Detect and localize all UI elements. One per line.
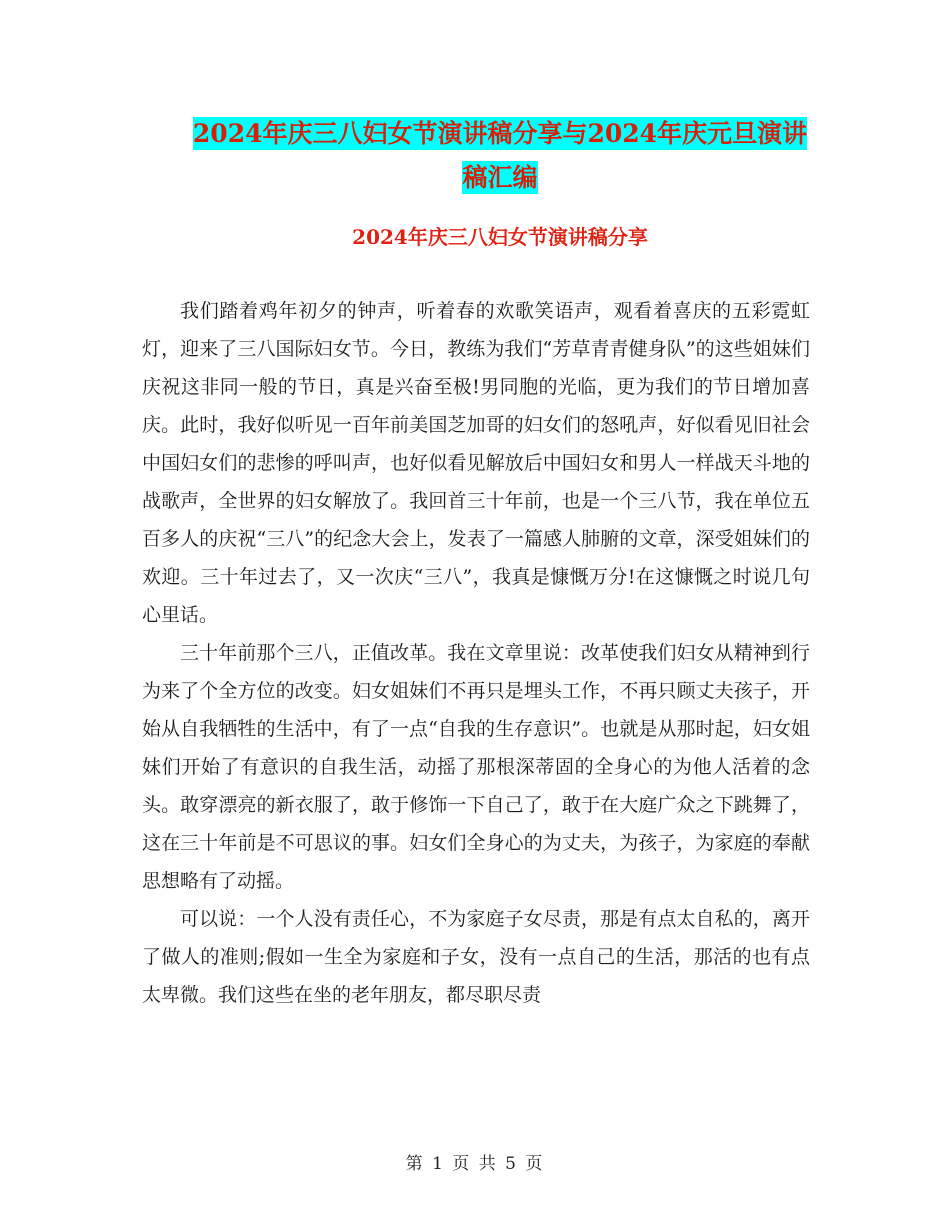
document-title-line2: 稿汇编 — [462, 163, 538, 192]
paragraph-1: 我们踏着鸡年初夕的钟声，听着春的欢歌笑语声，观看着喜庆的五彩霓虹灯，迎来了三八国际妇女节。今日，教练为我们“芳草青青健身队”的这些姐妹们庆祝这非同一般的节日，真是兴奋至极!男同胞的光临，更为我们的节日增加喜庆。此时，我好似听见一百年前美国芝加哥的妇女们的怒吼声，好似看见旧社会中国妇女们的悲惨的呼叫声，也好似看见解放后中国妇女和男人一样战天斗地的战歌声，全世界的妇女解放了。我回首三十年前，也是一个三八节，我在单位五百多人的庆祝“三八”的纪念大会上，发表了一篇感人肺腑的文章，深受姐妹们的欢迎。三十年过去了，又一次庆“三八”，我真是慷慨万分!在这慷慨之时说几句心里话。 — [142, 300, 810, 626]
section-title: 2024年庆三八妇女节演讲稿分享 — [352, 225, 648, 249]
document-title-line1: 2024年庆三八妇女节演讲稿分享与2024年庆元旦演讲 — [192, 119, 808, 148]
body-text — [142, 292, 810, 1014]
paragraph-3: 可以说：一个人没有责任心，不为家庭子女尽责，那是有点太自私的，离开了做人的准则;假如一生全为家庭和子女，没有一点自己的生活，那活的也有点太卑微。我们这些在坐的老年朋友，都尽职尽责 — [142, 908, 810, 1006]
document-title — [140, 112, 860, 200]
paragraph-2: 三十年前那个三八，正值改革。我在文章里说：改革使我们妇女从精神到行为来了个全方位的改变。妇女姐妹们不再只是埋头工作，不再只顾丈夫孩子，开始从自我牺牲的生活中，有了一点“自我的生存意识”。也就是从那时起，妇女姐妹们开始了有意识的自我生活，动摇了那根深蒂固的全身心的为他人活着的念头。敢穿漂亮的新衣服了，敢于修饰一下自己了，敢于在大庭广众之下跳舞了，这在三十年前是不可思议的事。妇女们全身心的为丈夫，为孩子，为家庭的奉献思想略有了动摇。 — [142, 642, 810, 892]
page-footer: 第 1 页 共 5 页 — [405, 1154, 545, 1174]
